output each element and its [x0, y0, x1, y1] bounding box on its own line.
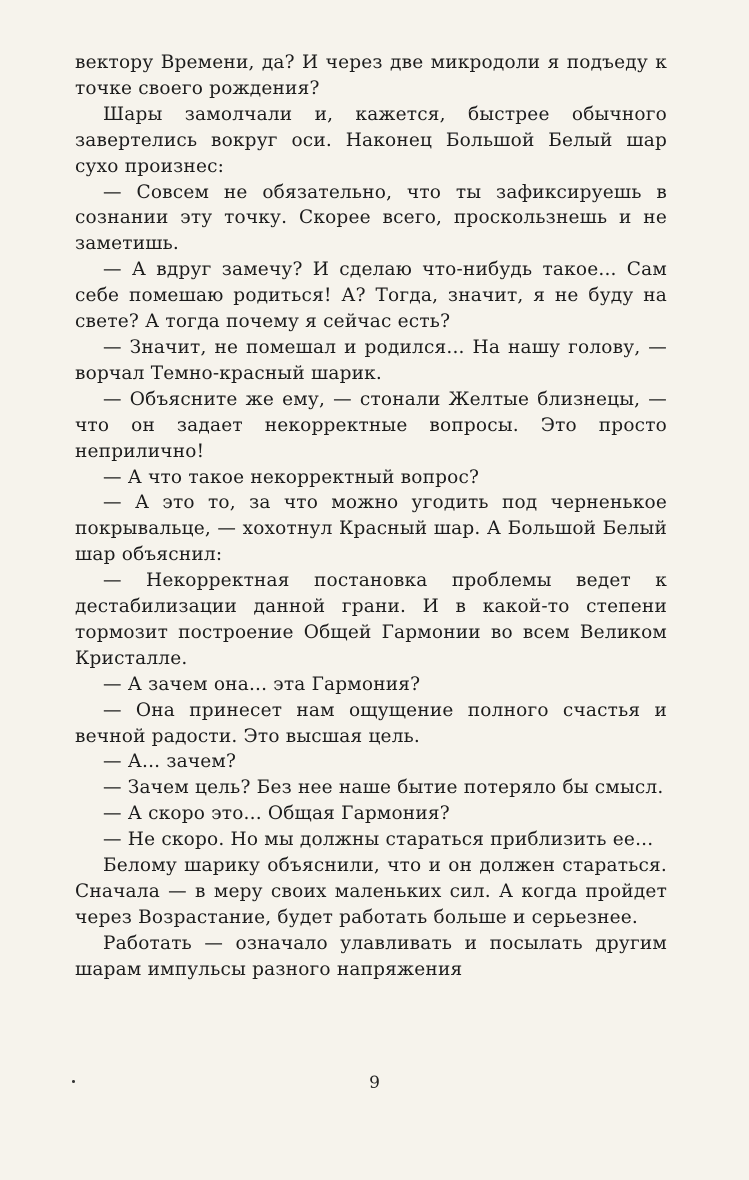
paragraph: — А это то, за что можно угодить под черненькое покрывальце, — хохотнул Красный шар. А Большой Белый шар объяснил: [75, 492, 667, 566]
paragraph: — Зачем цель? Без нее наше бытие потеряло бы смысл. [103, 777, 664, 799]
paragraph: — Значит, не помешал и родился... На нашу голову, — ворчал Темно-красный шарик. [75, 336, 667, 384]
paragraph: — Не скоро. Но мы должны стараться приблизить ее... [103, 829, 654, 851]
paragraph: вектору Времени, да? И через две микродоли я подъеду к точке своего рождения? [75, 52, 667, 99]
paragraph: — Она принесет нам ощущение полного счастья и вечной радости. Это высшая цель. [75, 699, 667, 747]
page-number: 9 [369, 1073, 380, 1093]
paragraph: — А вдруг замечу? И сделаю что-нибудь такое... Сам себе помешаю родиться! А? Тогда, значит, я не буду на свете? А тогда почему я сейчас есть? [75, 259, 667, 333]
paragraph: — Некорректная постановка проблемы ведет к дестабилизации данной грани. И в какой-то степени тормозит построение Общей Гармонии во всем Великом Кристалле. [75, 570, 667, 669]
paragraph: — А что такое некорректный вопрос? [103, 466, 480, 488]
paragraph: — А скоро это... Общая Гармония? [103, 803, 450, 825]
paragraph: Шары замолчали и, кажется, быстрее обычного завертелись вокруг оси. Наконец Большой Белый шар сухо произнес: [75, 103, 667, 177]
paragraph: Белому шарику объяснили, что и он должен стараться. Сначала — в меру своих маленьких сил. А когда пройдет через Возрастание, будет работать больше и серьезнее. [75, 855, 667, 928]
paragraph: — Объясните же ему, — стонали Желтые близнецы, — что он задает некорректные вопросы. Это просто неприлично! [75, 388, 667, 462]
page-body [75, 50, 667, 983]
paragraph: — Совсем не обязательно, что ты зафиксируешь в сознании эту точку. Скорее всего, проскользнешь и не заметишь. [75, 181, 667, 255]
paragraph: — А зачем она... эта Гармония? [103, 673, 421, 695]
paragraph: — А... зачем? [103, 751, 237, 773]
paragraph: Работать — означало улавливать и посылать другим шарам импульсы разного напряжения [75, 932, 667, 980]
